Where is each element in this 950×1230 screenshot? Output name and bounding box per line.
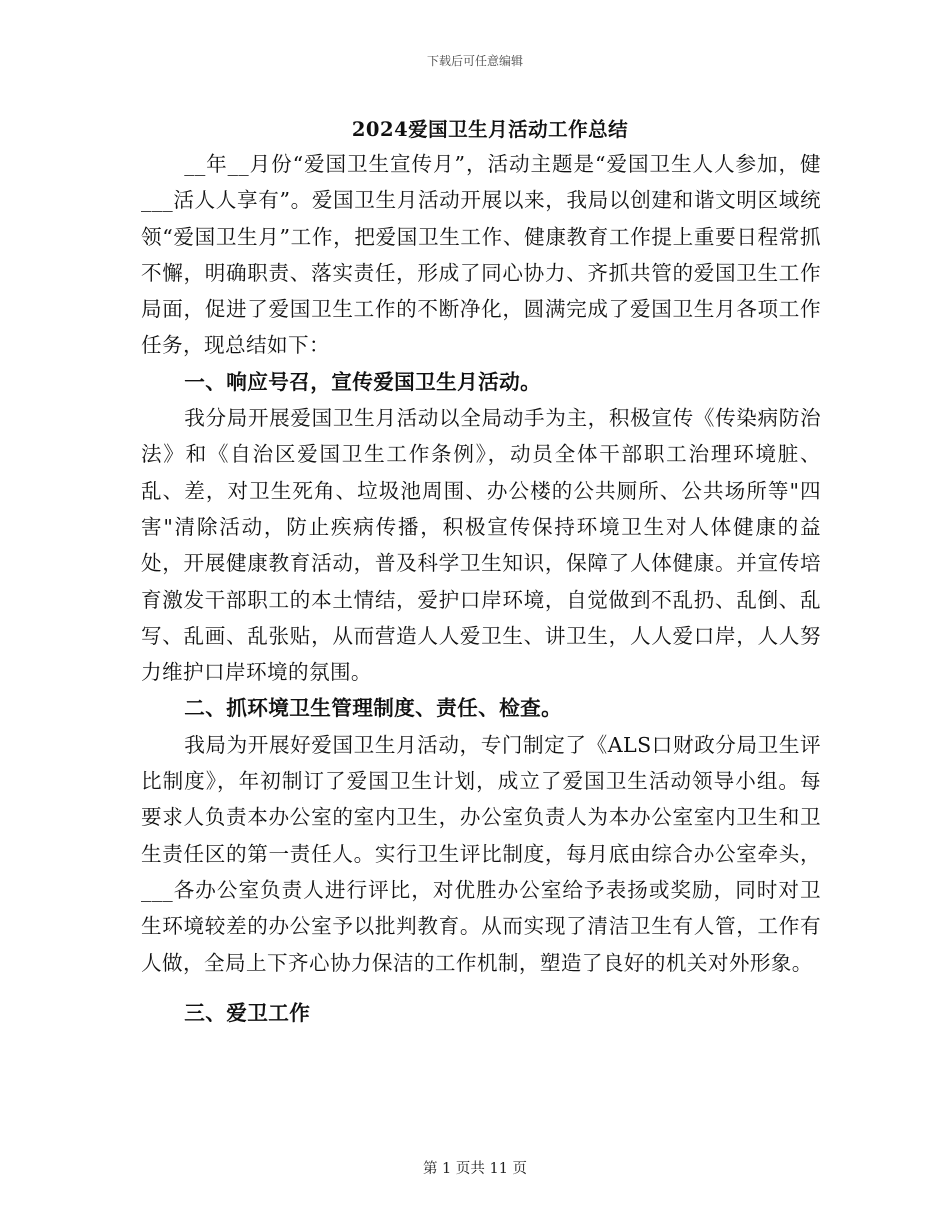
document-title: 2024爱国卫生月活动工作总结 <box>351 118 629 141</box>
section-3-heading: 三、爱卫工作 <box>184 1000 311 1025</box>
section-2-paragraph: 我局为开展好爱国卫生月活动，专门制定了《ALS口财政分局卫生评比制度》，年初制订了爱国卫生计划，成立了爱国卫生活动领导小组。每要求人负责本办公室的室内卫生，办公室负责人为本办公室室内卫生和卫生责任区的第一责任人。实行卫生评比制度，每月底由综合办公室牵头，___各办公室负责人进行评比，对优胜办公室给予表扬或奖励，同时对卫生环境较差的办公室予以批判教育。从而实现了清洁卫生有人管，工作有人做，全局上下齐心协力保洁的工作机制，塑造了良好的机关对外形象。 <box>141 732 821 975</box>
page-header-note: 下载后可任意编辑 <box>426 54 523 68</box>
section-2-heading: 二、抓环境卫生管理制度、责任、检查。 <box>184 696 563 721</box>
section-1-heading: 一、响应号召，宣传爱国卫生月活动。 <box>184 369 542 394</box>
intro-paragraph: __年__月份“爱国卫生宣传月”，活动主题是“爱国卫生人人参加，健___活人人享有”。爱国卫生月活动开展以来，我局以创建和谐文明区域统领“爱国卫生月”工作，把爱国卫生工作、健康教育工作提上重要日程常抓不懈，明确职责、落实责任，形成了同心协力、齐抓共管的爱国卫生工作局面，促进了爱国卫生工作的不断净化，圆满完成了爱国卫生月各项工作任务，现总结如下： <box>141 152 821 358</box>
page-footer-number: 第 1 页共 11 页 <box>422 1161 528 1177</box>
section-1-paragraph: 我分局开展爱国卫生月活动以全局动手为主，积极宣传《传染病防治法》和《自治区爱国卫生工作条例》，动员全体干部职工治理环境脏、乱、差，对卫生死角、垃圾池周围、办公楼的公共厕所、公共场所等"四害"清除活动，防止疾病传播，积极宣传保持环境卫生对人体健康的益处，开展健康教育活动，普及科学卫生知识，保障了人体健康。并宣传培育激发干部职工的本土情结，爱护口岸环境，自觉做到不乱扔、乱倒、乱写、乱画、乱张贴，从而营造人人爱卫生、讲卫生，人人爱口岸，人人努力维护口岸环境的氛围。 <box>141 406 821 685</box>
document-body <box>141 146 821 1031</box>
